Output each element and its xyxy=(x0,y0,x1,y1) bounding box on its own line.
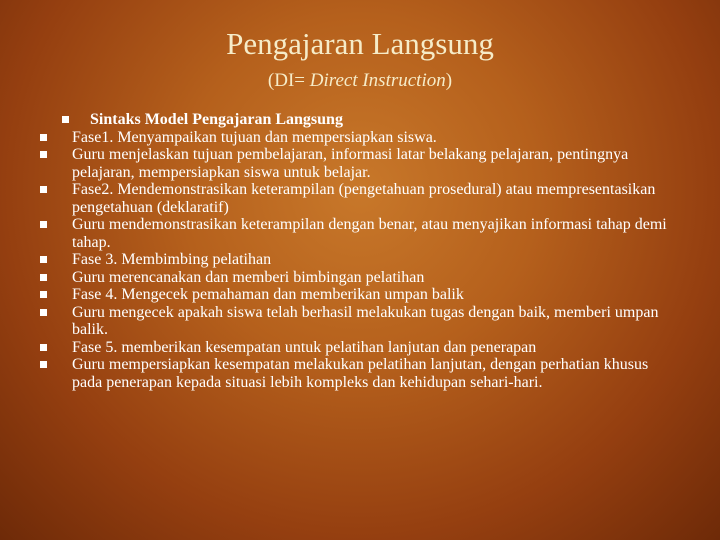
bullet-square-icon xyxy=(40,134,47,141)
bullet-square-icon xyxy=(40,186,47,193)
list-item-text: Fase 4. Mengecek pemahaman dan memberikan umpan balik xyxy=(72,286,464,303)
list-item-text: Fase 3. Membimbing pelatihan xyxy=(72,251,272,268)
list-item-text: Guru mempersiapkan kesempatan melakukan pelatihan lanjutan, dengan perhatian khusus pada penerapan kepada situasi lebih kompleks dan kehidupan sehari-hari. xyxy=(72,356,649,391)
subtitle-suffix: ) xyxy=(445,70,453,91)
list-item-text: Fase2. Mendemonstrasikan keterampilan (pengetahuan prosedural) atau mempresentasikan pengetahuan (deklaratif) xyxy=(72,181,656,216)
bullet-square-icon xyxy=(40,274,47,281)
list-item xyxy=(40,356,680,391)
list-item xyxy=(40,286,680,304)
list-item xyxy=(40,129,680,147)
list-item xyxy=(40,146,680,181)
bullet-square-icon xyxy=(40,291,47,298)
bullet-square-icon xyxy=(40,361,47,368)
list-item xyxy=(40,304,680,339)
subtitle-italic: Direct Instruction xyxy=(309,70,446,91)
bullet-square-icon xyxy=(40,309,47,316)
bullet-square-icon xyxy=(40,256,47,263)
list-item-text: Guru menjelaskan tujuan pembelajaran, informasi latar belakang pelajaran, pentingnya pelajaran, mempersiapkan siswa untuk belajar. xyxy=(72,146,629,181)
list-item xyxy=(40,216,680,251)
list-item xyxy=(40,339,680,357)
bullet-square-icon xyxy=(62,116,69,123)
bullet-square-icon xyxy=(40,151,47,158)
slide-subtitle xyxy=(0,70,720,92)
list-item-text: Guru mengecek apakah siswa telah berhasil melakukan tugas dengan baik, memberi umpan balik. xyxy=(72,303,659,338)
bullet-list xyxy=(40,111,680,391)
list-item-text: Sintaks Model Pengajaran Langsung xyxy=(90,111,343,128)
bullet-square-icon xyxy=(40,344,47,351)
list-item-text: Guru merencanakan dan memberi bimbingan pelatihan xyxy=(72,268,425,286)
list-item-text: Fase 5. memberikan kesempatan untuk pelatihan lanjutan dan penerapan xyxy=(72,338,537,356)
list-item-text: Fase1. Menyampaikan tujuan dan mempersiapkan siswa. xyxy=(72,128,437,146)
list-item xyxy=(40,269,680,287)
list-item xyxy=(40,251,680,269)
subtitle-prefix: (DI= xyxy=(267,70,310,91)
bullet-square-icon xyxy=(40,221,47,228)
list-item-text: Guru mendemonstrasikan keterampilan dengan benar, atau menyajikan informasi tahap demi tahap. xyxy=(72,216,667,251)
list-heading xyxy=(40,111,680,129)
list-item xyxy=(40,181,680,216)
slide-title: Pengajaran Langsung xyxy=(226,26,494,61)
